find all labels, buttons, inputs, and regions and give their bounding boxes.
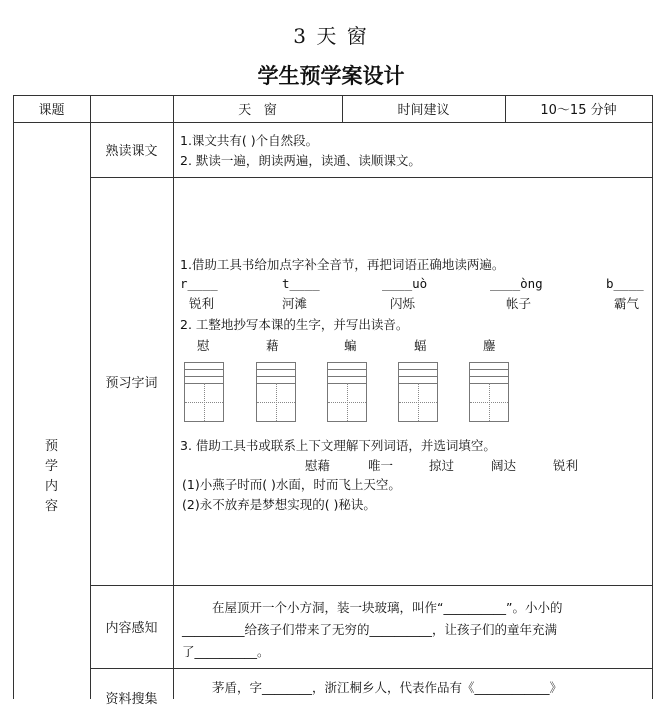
pinyin-blank[interactable]: ____uò: [382, 276, 428, 291]
section-label: [13, 437, 90, 517]
topic-label: 课题: [38, 103, 65, 118]
word: 锐利: [189, 296, 215, 311]
sentence-1: (1)小燕子时而( )水面，时而飞上天空。: [182, 477, 401, 492]
section-char: 学: [44, 459, 58, 474]
research-label: 资料搜集: [105, 691, 158, 707]
writing-grid[interactable]: [184, 362, 224, 422]
words-label: 预习字词: [105, 375, 158, 391]
writing-grid[interactable]: [469, 362, 509, 422]
char: 慰: [197, 338, 210, 353]
time-label: 时间建议: [397, 103, 450, 118]
question-3: 3. 借助工具书或联系上下文理解下列词语，并选词填空。: [180, 438, 496, 453]
char: 藉: [266, 338, 279, 353]
word: 帐子: [506, 296, 532, 311]
choice-word: 唯一: [368, 458, 394, 473]
page-title: 学生预学案设计: [257, 64, 405, 88]
content-label: 内容感知: [105, 621, 158, 636]
choice-word: 阔达: [491, 458, 517, 473]
writing-grid[interactable]: [398, 362, 438, 422]
time-value: 10～15 分钟: [540, 103, 617, 118]
word: 河滩: [282, 296, 308, 311]
lesson-title: 3 天 窗: [293, 24, 369, 48]
section-char: 容: [44, 499, 58, 514]
content-line: __________给孩子们带来了无穷的__________，让孩子们的童年充满: [182, 622, 558, 637]
choice-word: 慰藉: [305, 458, 331, 473]
section-char: 预: [44, 439, 58, 454]
pinyin-blank[interactable]: t____: [282, 276, 320, 291]
choice-word: 掠过: [429, 458, 455, 473]
reading-line: 1.课文共有( )个自然段。: [180, 133, 319, 148]
char: 蝠: [414, 338, 427, 353]
writing-grid[interactable]: [256, 362, 296, 422]
research-line: 茅盾，字________，浙江桐乡人，代表作品有《____________》: [212, 680, 563, 695]
question-2: 2. 工整地抄写本课的生字，并写出读音。: [180, 317, 409, 332]
choice-word: 锐利: [553, 458, 579, 473]
section-char: 内: [44, 479, 58, 494]
reading-line: 2. 默读一遍，朗读两遍，读通、读顺课文。: [180, 153, 421, 168]
content-line: 在屋顶开一个小方洞，装一块玻璃，叫作“__________”。小小的: [212, 600, 563, 615]
question-1: 1.借助工具书给加点字补全音节，再把词语正确地读两遍。: [180, 257, 505, 272]
reading-label: 熟读课文: [105, 144, 158, 159]
topic-value: 天 窗: [238, 103, 277, 118]
word: 闪烁: [390, 296, 416, 311]
sentence-2: (2)永不放弃是梦想实现的( )秘诀。: [182, 497, 376, 512]
char: 蝙: [344, 338, 357, 353]
pinyin-blank[interactable]: ____òng: [490, 276, 543, 291]
word: 霸气: [614, 296, 640, 311]
pinyin-blank[interactable]: b____: [606, 276, 644, 291]
writing-grid[interactable]: [327, 362, 367, 422]
content-line: 了__________。: [182, 644, 270, 659]
pinyin-blank[interactable]: r____: [180, 276, 218, 291]
char: 鏖: [483, 338, 496, 353]
